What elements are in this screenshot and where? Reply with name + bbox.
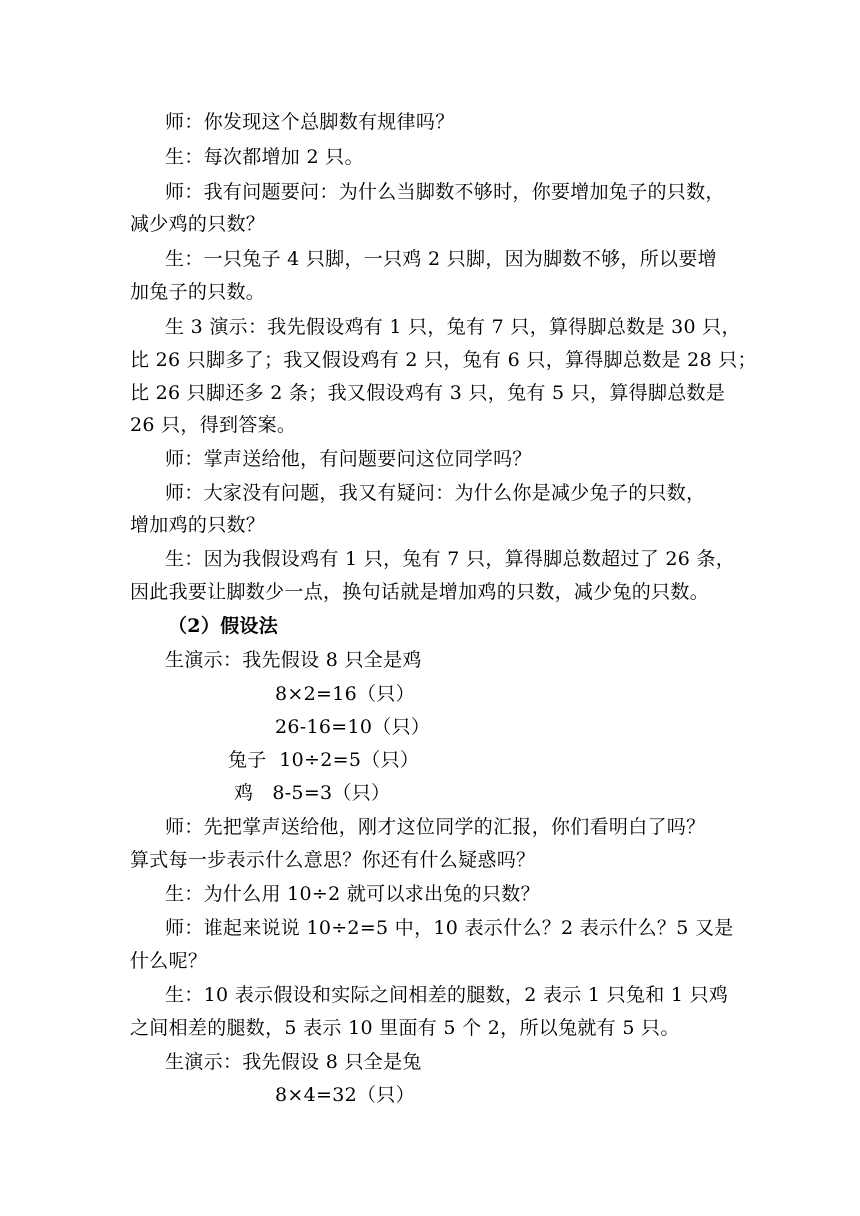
text-line: 比 26 只脚多了；我又假设鸡有 2 只，兔有 6 只，算得脚总数是 28 只； [130,349,757,371]
text-line: 之间相差的腿数，5 表示 10 里面有 5 个 2，所以兔就有 5 只。 [130,1017,680,1039]
text-line: 减少鸡的只数？ [130,213,266,235]
text-line: 生：10 表示假设和实际之间相差的腿数，2 表示 1 只兔和 1 只鸡 [165,984,729,1006]
text-line: 算式每一步表示什么意思？你还有什么疑惑吗？ [130,849,536,871]
text-line: 比 26 只脚还多 2 条；我又假设鸡有 3 只，兔有 5 只，算得脚总数是 [130,382,726,404]
text-line: 因此我要让脚数少一点，换句话就是增加鸡的只数，减少兔的只数。 [130,581,710,603]
text-line: 师：你发现这个总脚数有规律吗？ [165,111,455,133]
text-line: 增加鸡的只数？ [130,514,266,536]
text-line: 生：每次都增加 2 只。 [165,146,364,168]
text-line: 师：掌声送给他，有问题要问这位同学吗？ [165,448,532,470]
text-line: 师：我有问题要问：为什么当脚数不够时，你要增加兔子的只数， [165,181,725,203]
text-line: 加兔子的只数。 [130,281,266,303]
text-line: 生演示：我先假设 8 只全是鸡 [165,649,422,671]
text-line: 生：一只兔子 4 只脚，一只鸡 2 只脚，因为脚数不够，所以要增 [165,248,717,270]
text-line: 师：大家没有问题，我又有疑问：为什么你是减少兔子的只数， [165,482,706,504]
text-line: 生：因为我假设鸡有 1 只，兔有 7 只，算得脚总数超过了 26 条， [165,548,736,570]
formula-line: 8×4=32（只） [275,1084,415,1106]
formula-line: 8×2=16（只） [275,683,415,705]
text-line: 生 3 演示：我先假设鸡有 1 只，兔有 7 只，算得脚总数是 30 只， [165,316,741,338]
text-line: 生演示：我先假设 8 只全是兔 [165,1051,422,1073]
section-heading: （2）假设法 [168,615,279,637]
formula-line: 26-16=10（只） [275,716,431,738]
formula-line: 兔子 10÷2=5（只） [228,749,420,771]
text-line: 什么呢？ [130,950,208,972]
text-line: 生：为什么用 10÷2 就可以求出兔的只数？ [165,883,540,905]
formula-line: 鸡 8-5=3（只） [234,782,391,804]
text-line: 师：先把掌声送给他，刚才这位同学的汇报，你们看明白了吗？ [165,816,706,838]
text-line: 师：谁起来说说 10÷2=5 中，10 表示什么？2 表示什么？5 又是 [165,917,734,939]
text-line: 26 只，得到答案。 [130,414,297,436]
